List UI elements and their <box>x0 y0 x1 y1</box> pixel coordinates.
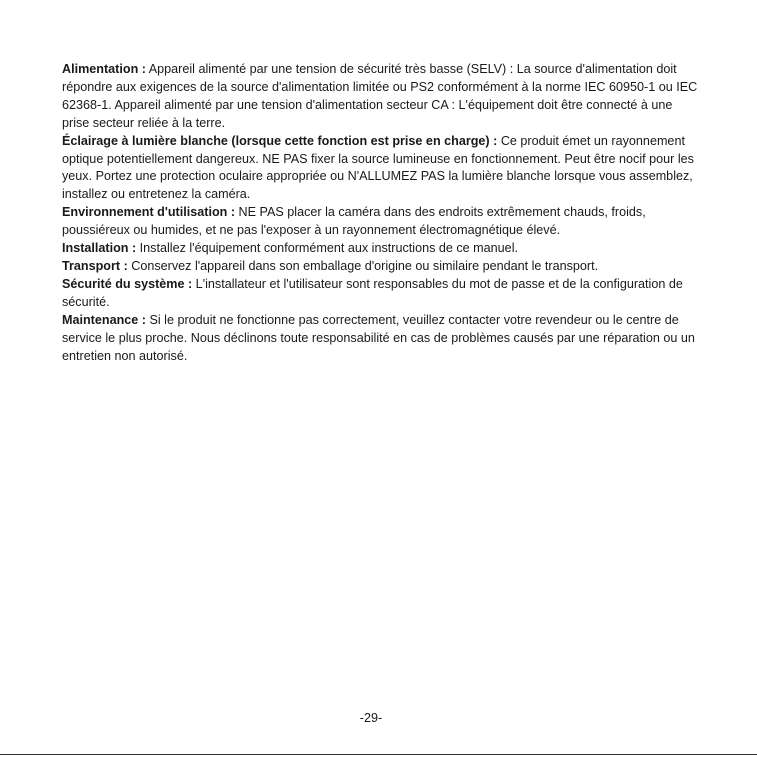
document-body <box>62 61 702 365</box>
term-environment: Environnement d'utilisation : <box>62 205 236 220</box>
text-power-supply: Appareil alimenté par une tension de sécurité très basse (SELV) : La source d'alimentation doit répondre aux exigences de la source d'alimentation limitée ou PS2 conformément à la norme IEC 60950-1 ou IEC 62368-1. Appareil alimenté par une tension d'alimentation secteur CA : L'équipement doit être connecté à une prise secteur reliée à la terre. <box>62 62 698 130</box>
text-installation: Installez l'équipement conformément aux instructions de ce manuel. <box>136 241 518 256</box>
term-maintenance: Maintenance : <box>62 312 146 327</box>
text-maintenance: Si le produit ne fonctionne pas correctement, veuillez contacter votre revendeur ou le centre de service le plus proche. Nous déclinons toute responsabilité en cas de problèmes causés par une réparation ou un entretien non autorisé. <box>62 312 695 363</box>
text-transport: Conservez l'appareil dans son emballage d'origine ou similaire pendant le transport. <box>127 258 599 273</box>
paragraph-white-light <box>62 133 702 205</box>
paragraph-maintenance <box>62 312 702 366</box>
paragraph-system-security <box>62 276 702 312</box>
term-installation: Installation : <box>62 241 137 256</box>
paragraph-power-supply <box>62 61 702 133</box>
paragraph-transport <box>62 258 702 276</box>
term-system-security: Sécurité du système : <box>62 276 193 291</box>
paragraph-installation <box>62 240 702 258</box>
text-environment: NE PAS placer la caméra dans des endroits extrêmement chauds, froids, poussiéreux ou humides, et ne pas l'exposer à un rayonnement électromagnétique élevé. <box>62 205 646 238</box>
page-number: -29- <box>359 711 383 725</box>
paragraph-environment <box>62 204 702 240</box>
term-white-light: Éclairage à lumière blanche (lorsque cette fonction est prise en charge) : <box>62 133 498 148</box>
term-transport: Transport : <box>62 258 128 273</box>
term-power-supply: Alimentation : <box>62 62 146 76</box>
text-system-security: L'installateur et l'utilisateur sont responsables du mot de passe et de la configuration de sécurité. <box>62 276 683 309</box>
text-white-light: Ce produit émet un rayonnement optique potentiellement dangereux. NE PAS fixer la source lumineuse en fonctionnement. Peut être nocif pour les yeux. Portez une protection oculaire appropriée ou N'ALLUMEZ PAS la lumière blanche lorsque vous assemblez, installez ou entretenez la caméra. <box>62 133 694 202</box>
bottom-divider <box>0 754 757 755</box>
